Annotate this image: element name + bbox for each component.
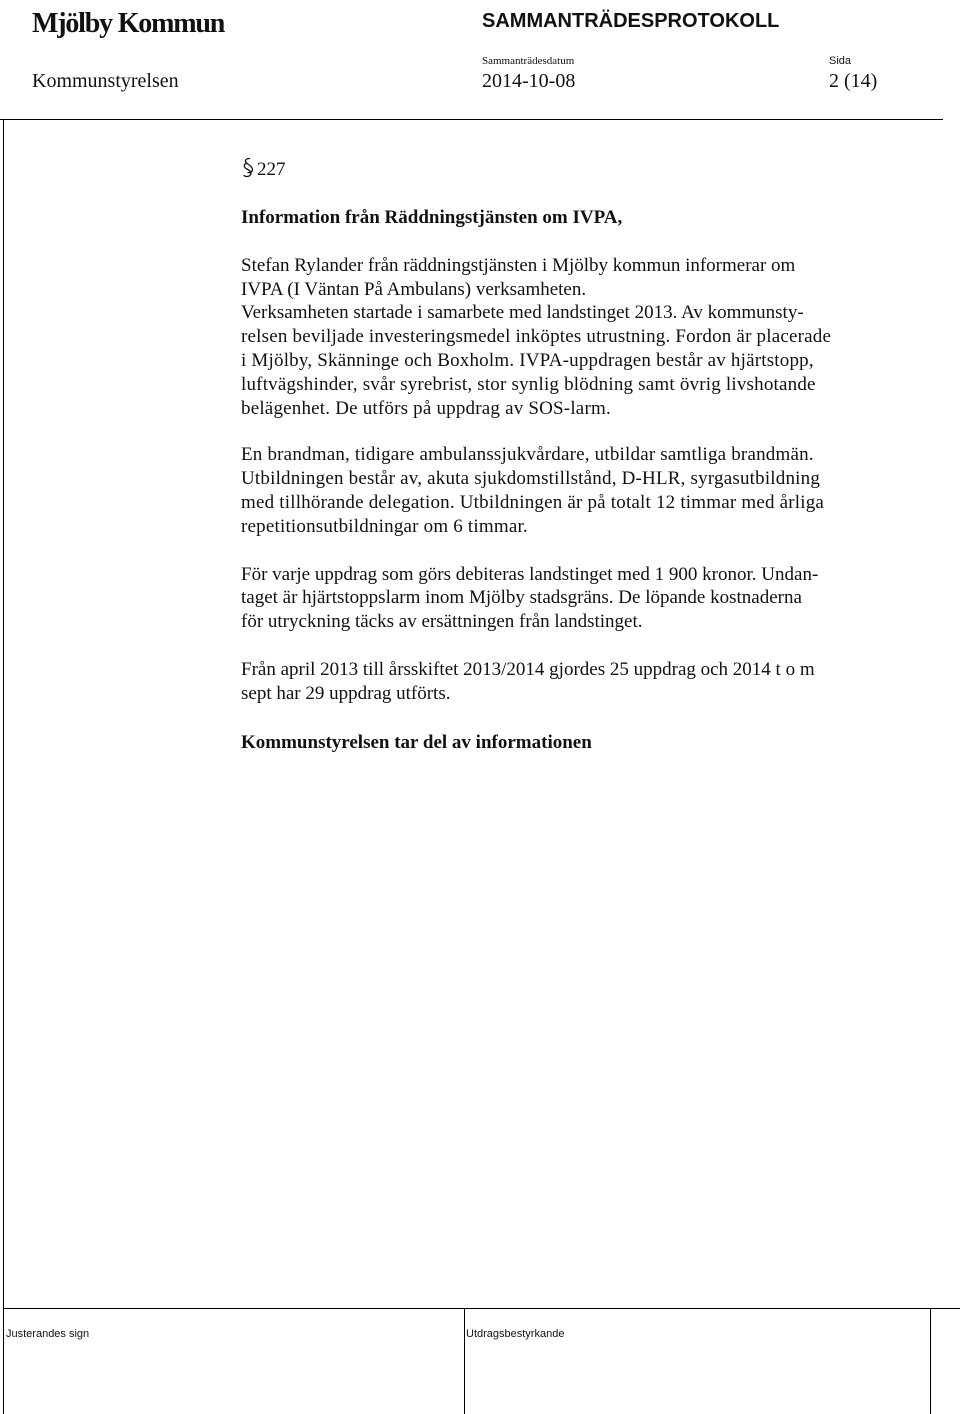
paragraph-background — [241, 254, 901, 421]
municipality-name: Mjölby Kommun — [32, 8, 225, 39]
decision-text: Kommunstyrelsen tar del av informationen — [241, 731, 592, 753]
paragraph-line: Verksamheten startade i samarbete med landstinget 2013. Av kommunsty- — [241, 302, 804, 324]
paragraph-costs — [241, 563, 901, 634]
paragraph-line: belägenhet. De utförs på uppdrag av SOS-larm. — [241, 397, 611, 419]
paragraph-line: repetitionsutbildningar om 6 timmar. — [241, 515, 528, 537]
meeting-date-label: Sammanträdesdatum — [482, 55, 575, 67]
header-rule — [0, 119, 943, 120]
paragraph-training — [241, 443, 901, 538]
section-sign-icon — [241, 156, 255, 180]
section-body — [241, 206, 901, 754]
paragraph-line: relsen beviljade investeringsmedel inköptes utrustning. Fordon är placerade — [241, 326, 832, 348]
paragraph-line: En brandman, tidigare ambulanssjukvårdare, utbildar samtliga brandmän. — [241, 444, 814, 466]
section-number: 227 — [257, 159, 286, 180]
footer-divider-1 — [464, 1308, 465, 1414]
paragraph-line: luftvägshinder, svår syrebrist, stor synlig blödning samt övrig livshotande — [241, 373, 816, 395]
document-type-title: SAMMANTRÄDESPROTOKOLL — [482, 10, 780, 32]
left-margin-rule — [3, 119, 4, 1414]
board-name: Kommunstyrelsen — [32, 70, 179, 92]
utdragsbestyrkande-label: Utdragsbestyrkande — [466, 1328, 565, 1340]
paragraph-line: Stefan Rylander från räddningstjänsten i Mjölby kommun informerar om — [241, 254, 796, 276]
page-number: 2 (14) — [829, 70, 878, 92]
footer-divider-2 — [930, 1308, 931, 1414]
paragraph-line: För varje uppdrag som görs debiteras landstinget med 1 900 kronor. Undan- — [241, 563, 819, 585]
paragraph-line: Från april 2013 till årsskiftet 2013/2014 gjordes 25 uppdrag och 2014 t o m — [241, 658, 815, 680]
paragraph-line: med tillhörande delegation. Utbildningen är på totalt 12 timmar med årliga — [241, 491, 825, 513]
page-label: Sida — [829, 55, 852, 67]
paragraph-line: sept har 29 uppdrag utförts. — [241, 682, 451, 704]
paragraph-line: för utryckning täcks av ersättningen från landstinget. — [241, 611, 643, 633]
meeting-date: 2014-10-08 — [482, 70, 576, 92]
paragraph-line: i Mjölby, Skänninge och Boxholm. IVPA-uppdragen består av hjärtstopp, — [241, 349, 814, 371]
paragraph-line: IVPA (I Väntan På Ambulans) verksamheten. — [241, 278, 587, 300]
paragraph-line: Utbildningen består av, akuta sjukdomstillstånd, D-HLR, syrgasutbildning — [241, 468, 821, 490]
section-title: Information från Räddningstjänsten om IVPA, — [241, 207, 623, 228]
footer-rule — [3, 1308, 960, 1309]
paragraph-line: taget är hjärtstoppslarm inom Mjölby stadsgräns. De löpande kostnaderna — [241, 587, 802, 609]
justerandes-sign-label: Justerandes sign — [6, 1328, 90, 1340]
paragraph-statistics — [241, 658, 901, 706]
